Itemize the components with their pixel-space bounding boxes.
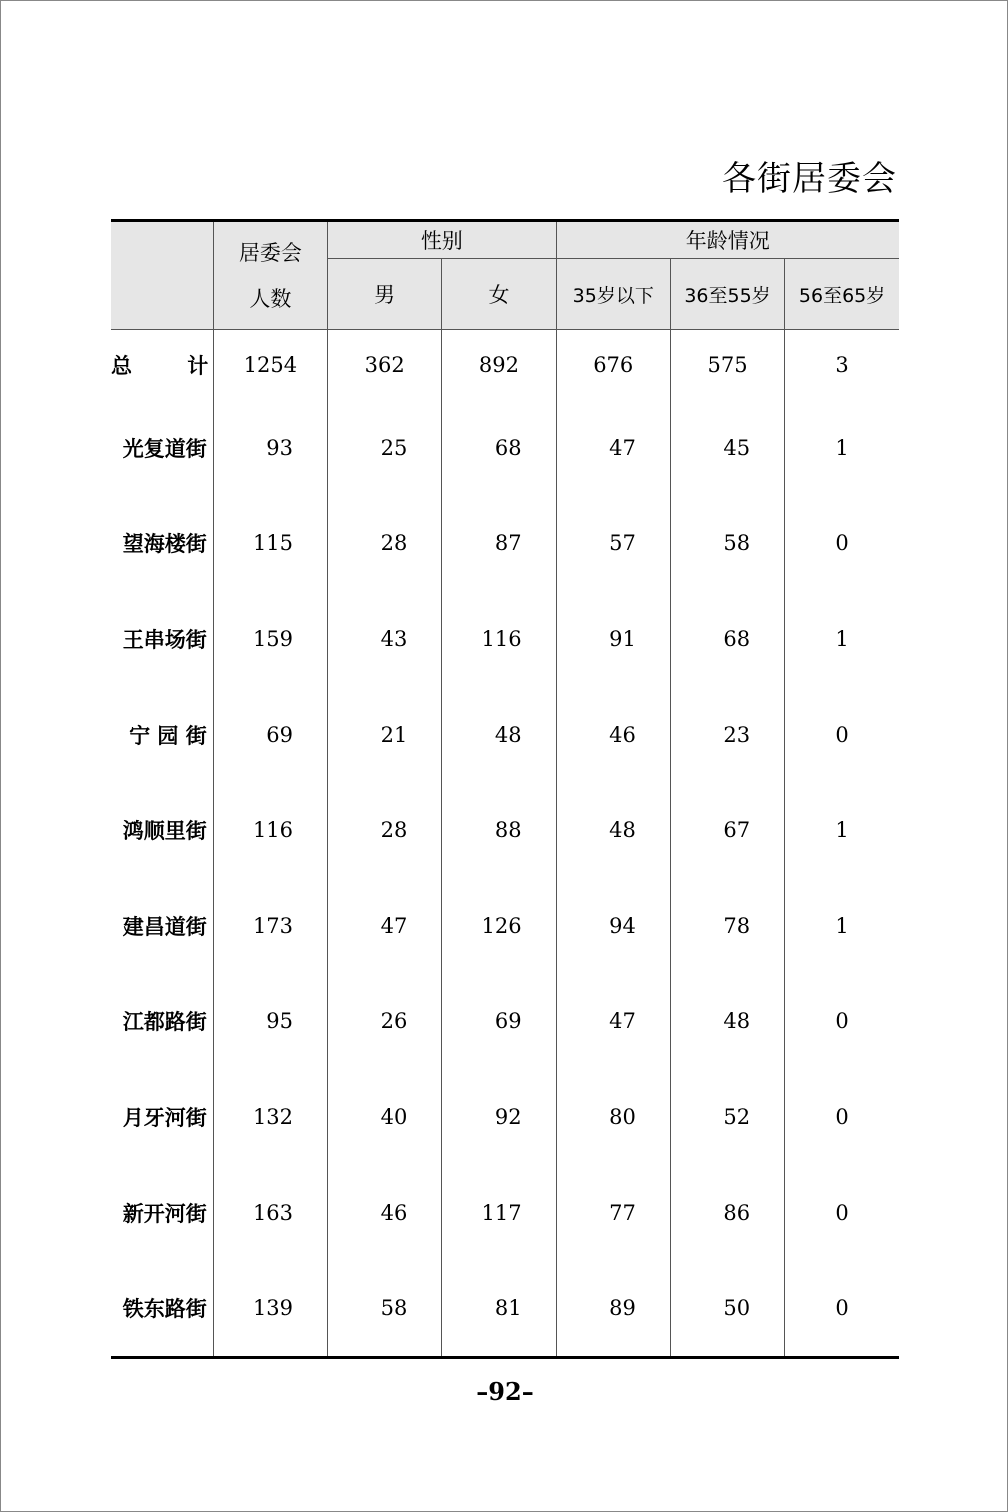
cell-committee-count: 173	[213, 878, 327, 974]
cell-age-under35: 77	[556, 1165, 670, 1261]
cell-street-name: 宁 园 街	[111, 687, 213, 783]
cell-committee-count: 163	[213, 1165, 327, 1261]
cell-age-36-55: 52	[670, 1069, 784, 1165]
table-row	[111, 1069, 899, 1165]
cell-street-name: 王串场街	[111, 591, 213, 687]
cell-age-36-55: 86	[670, 1165, 784, 1261]
table-row-total	[111, 330, 899, 401]
table-row	[111, 591, 899, 687]
header-committee-count	[213, 221, 327, 330]
cell-age-36-55: 48	[670, 974, 784, 1070]
cell-committee-count: 116	[213, 782, 327, 878]
cell-male: 43	[328, 591, 442, 687]
cell-age-under35: 80	[556, 1069, 670, 1165]
cell-age-under35: 94	[556, 878, 670, 974]
cell-committee-count: 115	[213, 496, 327, 592]
cell-street-name: 鸿顺里街	[111, 782, 213, 878]
table-row	[111, 1260, 899, 1357]
cell-street-name: 新开河街	[111, 1165, 213, 1261]
table-body	[111, 330, 899, 1358]
header-age-56-65: 56至65岁	[785, 259, 899, 330]
table-row	[111, 687, 899, 783]
cell-male: 26	[328, 974, 442, 1070]
cell-street-name: 江都路街	[111, 974, 213, 1070]
cell-age-under35: 676	[556, 330, 670, 401]
cell-female: 126	[442, 878, 556, 974]
cell-male: 40	[328, 1069, 442, 1165]
cell-age-36-55: 50	[670, 1260, 784, 1357]
header-committee-count-line2: 人数	[249, 286, 292, 311]
cell-male: 25	[328, 400, 442, 496]
cell-male: 47	[328, 878, 442, 974]
cell-age-56-65: 0	[785, 1069, 899, 1165]
cell-age-56-65: 0	[785, 1165, 899, 1261]
cell-female: 81	[442, 1260, 556, 1357]
cell-age-under35: 48	[556, 782, 670, 878]
cell-age-56-65: 1	[785, 591, 899, 687]
cell-committee-count: 159	[213, 591, 327, 687]
cell-female: 117	[442, 1165, 556, 1261]
table-row	[111, 974, 899, 1070]
cell-age-56-65: 3	[785, 330, 899, 401]
cell-age-under35: 47	[556, 974, 670, 1070]
cell-female: 88	[442, 782, 556, 878]
cell-female: 892	[442, 330, 556, 401]
cell-male: 362	[328, 330, 442, 401]
cell-age-under35: 91	[556, 591, 670, 687]
cell-age-56-65: 0	[785, 974, 899, 1070]
header-gender-group: 性别	[328, 221, 557, 259]
cell-age-56-65: 1	[785, 400, 899, 496]
cell-street-name: 铁东路街	[111, 1260, 213, 1357]
cell-age-36-55: 575	[670, 330, 784, 401]
table-row	[111, 496, 899, 592]
header-blank-cell	[111, 221, 213, 330]
cell-male: 58	[328, 1260, 442, 1357]
cell-female: 48	[442, 687, 556, 783]
residents-committee-table	[111, 219, 899, 1359]
cell-committee-count: 139	[213, 1260, 327, 1357]
cell-street-name: 光复道街	[111, 400, 213, 496]
cell-committee-count: 132	[213, 1069, 327, 1165]
table-row	[111, 782, 899, 878]
cell-age-56-65: 0	[785, 496, 899, 592]
cell-age-under35: 57	[556, 496, 670, 592]
cell-street-name: 总 计	[111, 330, 213, 401]
cell-female: 92	[442, 1069, 556, 1165]
cell-age-56-65: 0	[785, 687, 899, 783]
header-female: 女	[442, 259, 556, 330]
cell-male: 21	[328, 687, 442, 783]
cell-age-36-55: 45	[670, 400, 784, 496]
cell-street-name: 月牙河街	[111, 1069, 213, 1165]
cell-street-name: 建昌道街	[111, 878, 213, 974]
table-row	[111, 878, 899, 974]
header-age-under35: 35岁以下	[556, 259, 670, 330]
cell-committee-count: 69	[213, 687, 327, 783]
cell-female: 116	[442, 591, 556, 687]
cell-male: 46	[328, 1165, 442, 1261]
cell-age-under35: 89	[556, 1260, 670, 1357]
header-committee-count-line1: 居委会	[238, 240, 302, 265]
cell-age-under35: 46	[556, 687, 670, 783]
cell-age-56-65: 0	[785, 1260, 899, 1357]
table-row	[111, 400, 899, 496]
cell-committee-count: 95	[213, 974, 327, 1070]
cell-male: 28	[328, 496, 442, 592]
cell-street-name: 望海楼街	[111, 496, 213, 592]
header-age-36-55: 36至55岁	[670, 259, 784, 330]
cell-age-56-65: 1	[785, 782, 899, 878]
cell-age-36-55: 23	[670, 687, 784, 783]
cell-age-36-55: 78	[670, 878, 784, 974]
cell-female: 69	[442, 974, 556, 1070]
cell-age-36-55: 67	[670, 782, 784, 878]
page-number: –92–	[476, 1377, 534, 1406]
cell-male: 28	[328, 782, 442, 878]
header-male: 男	[328, 259, 442, 330]
cell-committee-count: 93	[213, 400, 327, 496]
cell-committee-count: 1254	[213, 330, 327, 401]
header-age-group: 年龄情况	[556, 221, 899, 259]
cell-age-36-55: 58	[670, 496, 784, 592]
cell-age-under35: 47	[556, 400, 670, 496]
cell-female: 87	[442, 496, 556, 592]
cell-female: 68	[442, 400, 556, 496]
cell-age-56-65: 1	[785, 878, 899, 974]
cell-age-36-55: 68	[670, 591, 784, 687]
page-title: 各街居委会	[722, 159, 897, 199]
table-row	[111, 1165, 899, 1261]
